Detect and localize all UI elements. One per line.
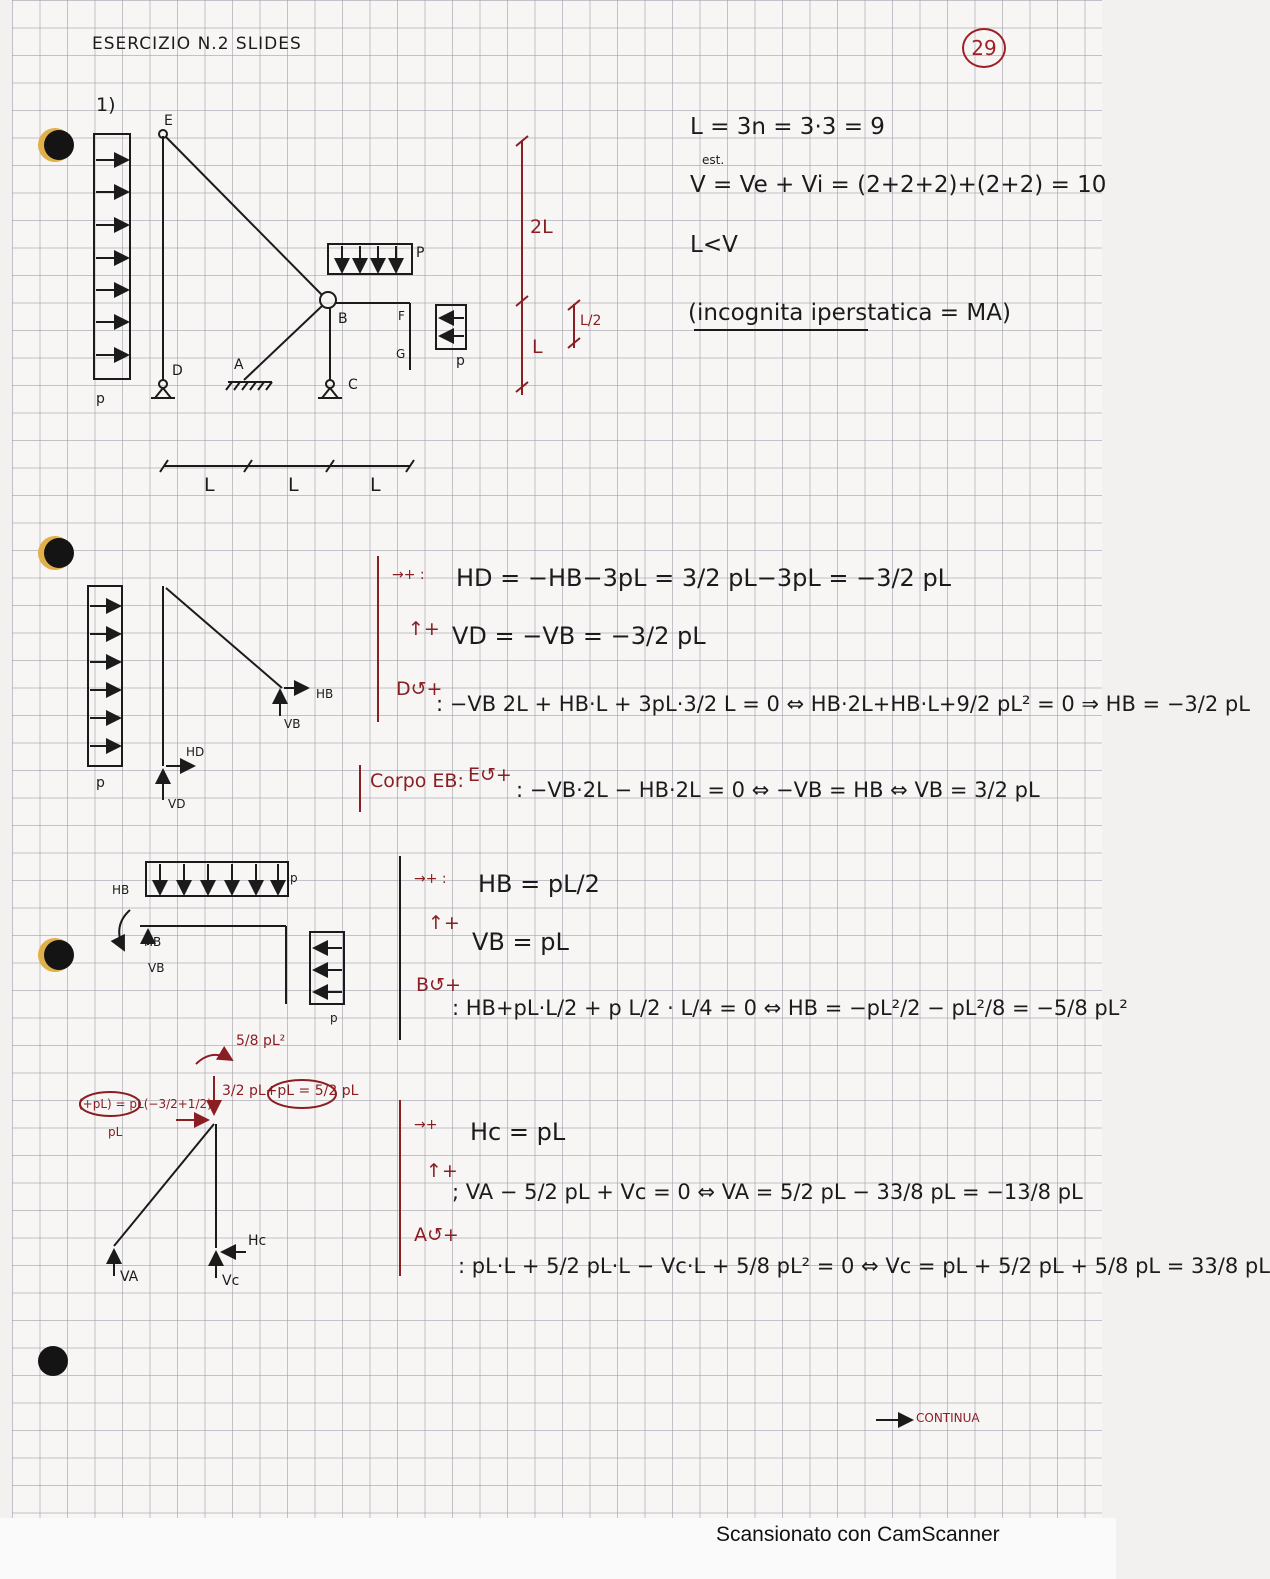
sum-vertical-symbol: ↑+ [408, 618, 440, 640]
horizontal-load-label-2: pL [108, 1125, 123, 1139]
page-number-circle: 29 [962, 28, 1006, 68]
moment-A-symbol: A↺+ [414, 1224, 459, 1246]
sum-horizontal-symbol: →+ : [392, 567, 425, 583]
force-label-VB: VB [148, 961, 165, 975]
constraint-count-line: L = 3n = 3·3 = 9 [690, 114, 885, 140]
section3-free-body [114, 1124, 246, 1278]
horizontal-load-label: (+pL) = pL(−3/2+1/2) [78, 1097, 212, 1111]
equation-vertical-A-C: ; VA − 5/2 pL + Vc = 0 ⇔ VA = 5/2 pL − 33/8 pL = −13/8 pL [452, 1180, 1083, 1204]
dim-label-L: L [532, 336, 543, 358]
camscanner-watermark: Scansionato con CamScanner [716, 1523, 1000, 1546]
equation-VB: VB = pL [472, 928, 569, 956]
section2-free-body [119, 862, 344, 1004]
hyperstatic-unknown-line: (incognita iperstatica = MA) [688, 300, 1011, 326]
reaction-label-Hc: Hc [248, 1233, 267, 1249]
span-label-3: L [370, 474, 381, 496]
equation-VD: VD = −VB = −3/2 pL [452, 622, 706, 650]
sum-horizontal-symbol: →+ : [414, 871, 447, 887]
moment-D-symbol: D↺+ [396, 678, 443, 700]
node-label-E: E [164, 113, 173, 129]
load-label-p-top: P [416, 245, 425, 261]
comparison-line: L<V [690, 232, 738, 258]
load-label-p-right: p [456, 353, 465, 369]
force-label-HB-top: HB [112, 883, 130, 897]
corpo-EB-label: Corpo EB: [370, 770, 464, 792]
item-number: 1) [96, 94, 116, 116]
force-label-VB: VB [284, 717, 301, 731]
load-label-p-top: p [290, 871, 298, 885]
sum-vertical-symbol: ↑+ [426, 1160, 458, 1182]
load-label-p-right: p [330, 1011, 338, 1025]
main-frame-structure [94, 130, 466, 472]
equation-HB: HB = pL/2 [478, 870, 600, 898]
reaction-label-Vc: Vc [222, 1273, 240, 1289]
load-label-p-left: p [96, 391, 105, 407]
reaction-label-VA: VA [120, 1269, 139, 1285]
node-label-D: D [172, 363, 183, 379]
node-label-B: B [338, 311, 348, 327]
exercise-title: ESERCIZIO N.2 SLIDES [92, 34, 302, 54]
node-label-A: A [234, 357, 244, 373]
equation-moment-D: : −VB 2L + HB·L + 3pL·3/2 L = 0 ⇔ HB·2L+HB·L+9/2 pL² = 0 ⇒ HB = −3/2 pL [436, 692, 1250, 716]
left-distributed-load-arrows [96, 160, 128, 355]
node-label-F: F [398, 309, 405, 323]
equation-moment-E: : −VB·2L − HB·2L = 0 ⇔ −VB = HB ⇔ VB = 3/2 pL [516, 778, 1040, 802]
continua-label: CONTINUA [916, 1411, 980, 1425]
section1-free-body [88, 586, 308, 800]
equation-moment-B: : HB+pL·L/2 + p L/2 · L/4 = 0 ⇔ HB = −pL²/2 − pL²/8 = −5/8 pL² [452, 996, 1128, 1020]
height-dimensions [516, 136, 580, 395]
sum-vertical-symbol: ↑+ [428, 912, 460, 934]
equation-Hc: Hc = pL [470, 1118, 566, 1146]
dim-label-2L: 2L [530, 216, 553, 238]
force-label-VD: VD [168, 797, 186, 811]
moment-load-label: 5/8 pL² [236, 1033, 286, 1049]
equation-moment-A: : pL·L + 5/2 pL·L − Vc·L + 5/8 pL² = 0 ⇔ Vc = pL + 5/2 pL + 5/8 pL = 33/8 pL [458, 1254, 1270, 1278]
load-label-p: p [96, 775, 105, 791]
node-label-G: G [396, 347, 406, 361]
moment-E-symbol: E↺+ [468, 764, 512, 786]
dim-label-L2: L/2 [580, 313, 602, 329]
node-label-C: C [348, 377, 358, 393]
moment-B-symbol: B↺+ [416, 974, 461, 996]
force-label-HB-side: HB [144, 935, 162, 949]
span-label-2: L [288, 474, 299, 496]
constraint-count-sub: est. [702, 153, 725, 167]
vertical-load-label: 3/2 pL+pL = 5/2 pL [222, 1083, 359, 1099]
dof-count-line: V = Ve + Vi = (2+2+2)+(2+2) = 10 [690, 172, 1107, 198]
force-label-HB: HB [316, 687, 334, 701]
force-label-HD: HD [186, 745, 205, 759]
equation-HD: HD = −HB−3pL = 3/2 pL−3pL = −3/2 pL [456, 564, 952, 592]
span-label-1: L [204, 474, 215, 496]
sum-horizontal-symbol: →+ [414, 1117, 438, 1133]
